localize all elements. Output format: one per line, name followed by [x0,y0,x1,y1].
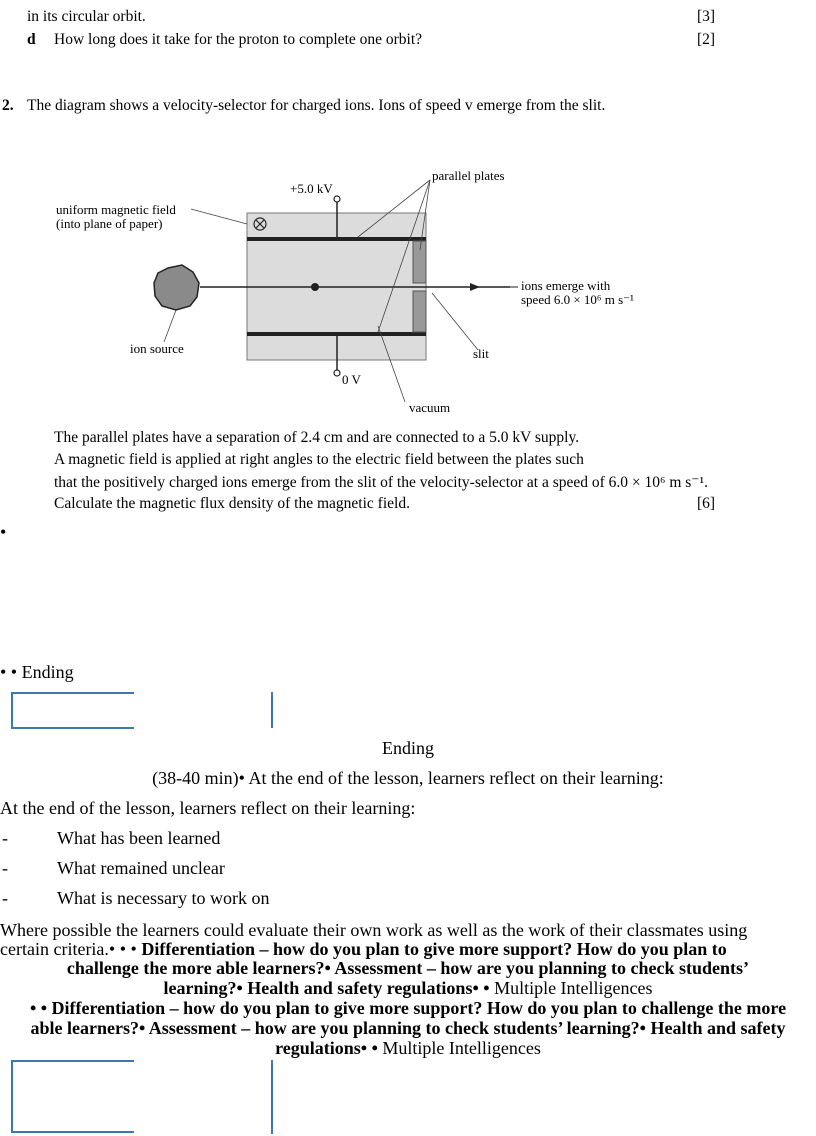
plus-voltage-label: +5.0 kV [290,181,333,196]
block2-line-3 [0,1038,816,1059]
ending-title: Ending [382,738,434,758]
zero-terminal [334,370,340,376]
question-marks: [6] [697,495,716,512]
bullet: • [0,522,7,542]
block1-line-3-bold: learning?• Health and safety regulations• • [163,978,495,998]
slit-block-top [413,241,426,283]
reflect-dash: - [2,828,8,848]
block1-line-3-plain: Multiple Intelligences [494,978,653,998]
reflect-dash: - [2,858,8,878]
criteria-line-1: Where possible the learners could evaluate their own work as well as the work of their classmates using [0,920,748,940]
block2-line-2: able learners?• Assessment – how are you planning to check students’ learning?• Health and safety [30,1018,786,1038]
vacuum-label: vacuum [409,400,451,415]
emerge-label-1: ions emerge with [521,278,611,293]
question-line-4: Calculate the magnetic flux density of the magnetic field. [54,495,410,512]
block1-line-2: challenge the more able learners?• Assessment – how are you planning to check students’ [66,958,750,978]
prev-question-d-letter: d [27,31,36,48]
ending-time: (38-40 min)• At the end of the lesson, learners reflect on their learning: [152,768,664,788]
velocity-selector-diagram [0,160,700,425]
question-intro: The diagram shows a velocity-selector for charged ions. Ions of speed v emerge from the slit. [27,97,606,114]
top-plate [247,237,426,241]
criteria-line-2 [0,939,727,960]
prev-question-d-text: How long does it take for the proton to complete one orbit? [54,31,423,48]
ending-header: • • Ending [0,662,74,682]
block2-line-3-plain: Multiple Intelligences [382,1038,541,1058]
question-line-3: that the positively charged ions emerge from the slit of the velocity-selector at a speed of 6.0 × 10⁶ m s⁻¹. [54,474,708,491]
field-label-2: (into plane of paper) [56,216,163,231]
criteria-line-2-bold: Differentiation – how do you plan to give more support? How do you plan to [141,939,727,959]
emerge-label-2: speed 6.0 × 10⁶ m s⁻¹ [521,292,634,307]
reflect-item: What remained unclear [57,858,225,878]
question-line-1: The parallel plates have a separation of 2.4 cm and are connected to a 5.0 kV supply. [54,429,580,446]
criteria-line-2-plain: certain criteria.• • • [0,939,142,959]
block2-line-3-bold: regulations• • [275,1038,383,1058]
prev-question-c-tail: in its circular orbit. [27,8,146,25]
prev-question-c-marks: [3] [697,8,716,25]
block1-line-3 [0,978,816,999]
question-number: 2. [2,97,14,114]
positive-terminal [334,196,340,202]
prev-question-d-marks: [2] [697,31,716,48]
block2-line-1: • • Differentiation – how do you plan to give more support? How do you plan to challenge the more [29,998,787,1018]
parallel-plates-label: parallel plates [432,168,505,183]
ion-source-label: ion source [130,341,184,356]
question-line-2: A magnetic field is applied at right angles to the electric field between the plates such [54,451,584,468]
slit-block-bottom [413,291,426,332]
field-label-1: uniform magnetic field [56,202,176,217]
bottom-plate [247,332,426,336]
slit-label: slit [473,346,489,361]
reflect-item: What has been learned [57,828,221,848]
zero-voltage-label: 0 V [342,372,361,387]
reflect-intro: At the end of the lesson, learners reflect on their learning: [0,798,416,818]
ion-source-icon [154,265,199,310]
reflect-item: What is necessary to work on [57,888,270,908]
reflect-dash: - [2,888,8,908]
